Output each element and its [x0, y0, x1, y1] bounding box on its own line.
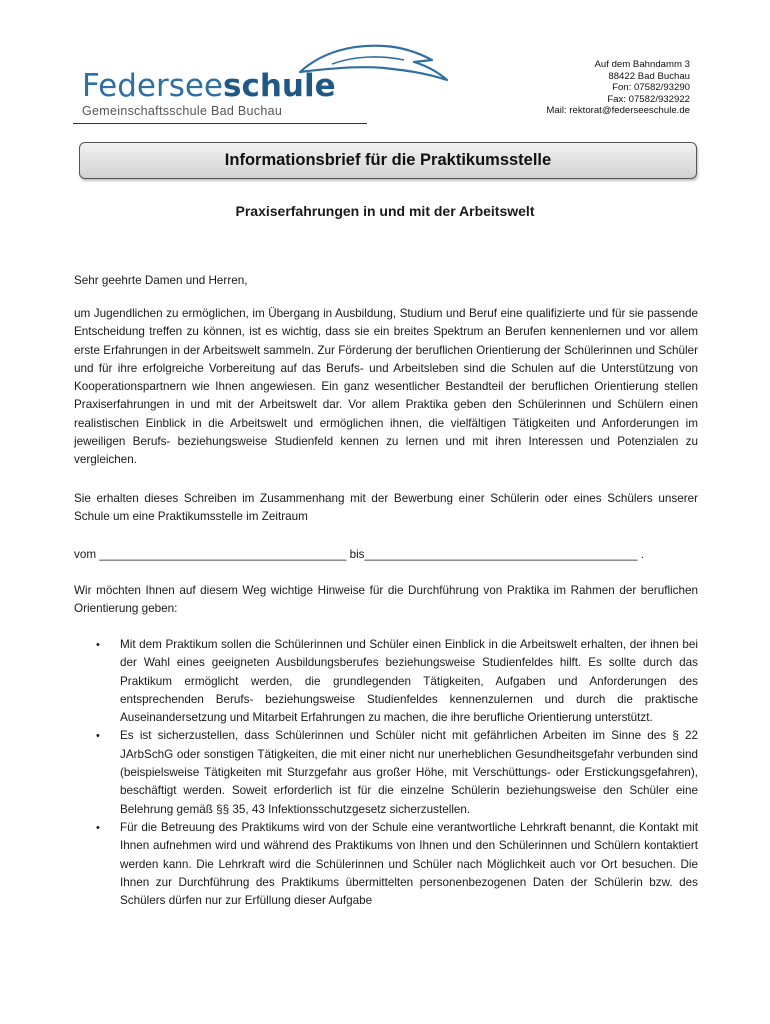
- school-subtitle: Gemeinschaftsschule Bad Buchau: [82, 104, 283, 118]
- bullet-icon: •: [96, 730, 100, 743]
- list-item: [74, 636, 698, 727]
- school-logo: [80, 42, 370, 126]
- school-address: [546, 59, 690, 117]
- document-subtitle: Praxiserfahrungen in und mit der Arbeitswelt: [235, 203, 535, 219]
- paragraph-intro: um Jugendlichen zu ermöglichen, im Übergang in Ausbildung, Studium und Beruf eine qualifizierte und für sie passende Entscheidung treffen zu können, ist es wichtig, dass sie ein breites Spektrum an Berufen kennenlernen und vor allem erste Erfahrungen in der Arbeitswelt sammeln. Zur Förderung der beruflichen Orientierung der Schülerinnen und Schüler und für ihre erfolgreiche Vorbereitung auf das Berufs- und Arbeitsleben sind die Schulen auf die Unterstützung von Kooperationspartnern wie Ihnen angewiesen. Ein ganz wesentlicher Bestandteil der beruflichen Orientierung stellen Praxiserfahrungen in und mit der Arbeitswelt dar. Vor allem Praktika geben den Schülerinnen und Schülern einen realistischen Einblick in die Arbeitswelt und ermöglichen ihnen, die vielfältigen Tätigkeiten und Anforderungen im jeweiligen Berufs- beziehungsweise Studienfeld kennen zu lernen und mit ihren Interessen und Potenzialen zu vergleichen.: [74, 307, 698, 467]
- address-mail: Mail: rektorat@federseeschule.de: [546, 105, 690, 116]
- list-item-text: Für die Betreuung des Praktikums wird von der Schule eine verantwortliche Lehrkraft benannt, die Kontakt mit Ihnen aufnehmen wird und während des Praktikums von Ihnen und den Schülerinnen und Schülern kontaktiert werden kann. Die Lehrkraft wird die Schülerinnen und Schüler nach Möglichkeit auch vor Ort besuchen. Die Ihnen zur Durchführung des Praktikums übermittelten personenbezogenen Daten der Schülerin bzw. des Schülers dürfen nur zur Erfüllung dieser Aufgabe: [120, 820, 698, 908]
- address-street: Auf dem Bahndamm 3: [594, 59, 690, 70]
- school-name-light: Federsee: [82, 68, 223, 104]
- salutation: Sehr geehrte Damen und Herren,: [74, 274, 248, 287]
- notes-list: [74, 636, 698, 910]
- bullet-icon: •: [96, 821, 100, 834]
- bullet-icon: •: [96, 639, 100, 651]
- list-item: [74, 727, 698, 818]
- date-range-line: vom ______________________________________ bis__________________________________________ .: [74, 548, 645, 561]
- school-name-bold: schule: [223, 68, 336, 104]
- paragraph-application: Sie erhalten dieses Schreiben im Zusammenhang mit der Bewerbung einer Schülerin oder eines Schülers unserer Schule um eine Praktikumsstelle im Zeitraum: [74, 492, 698, 524]
- list-item-text: Mit dem Praktikum sollen die Schülerinnen und Schüler einen Einblick in die Arbeitswelt erhalten, der ihnen bei der Wahl eines geeigneten Ausbildungsberufes beziehungsweise Studienfeldes hilft. Es sollte durch das Praktikum ermöglicht werden, die grundlegenden Tätigkeiten, Aufgaben und Anforderungen des entsprechenden Berufs- beziehungsweise Studienfeldes kennenzulernen und durch die praktische Auseinandersetzung und Mitarbeit Erfahrungen zu machen, die ihre berufliche Orientierung unterstützt.: [120, 638, 698, 725]
- school-name: [82, 68, 336, 104]
- list-item-text: Es ist sicherzustellen, dass Schülerinnen und Schüler nicht mit gefährlichen Arbeiten im Sinne des § 22 JArbSchG oder sonstigen Tätigkeiten, die mit einer nicht nur unerheblichen Gesundheitsgefahr verbunden sind (beispielsweise Tätigkeiten mit Sturzgefahr aus großer Höhe, mit Verschüttungs- oder Erstickungsgefahren), beschäftigt werden. Soweit erforderlich ist für die einzelne Schülerin beziehungsweise den Schüler eine Belehrung gemäß §§ 35, 43 Infektionsschutzgesetz sicherzustellen.: [120, 729, 698, 816]
- address-phone: Fon: 07582/93290: [612, 82, 690, 93]
- address-city: 88422 Bad Buchau: [608, 70, 690, 82]
- list-item: [74, 819, 698, 910]
- paragraph-notes: Wir möchten Ihnen auf diesem Weg wichtige Hinweise für die Durchführung von Praktika im Rahmen der beruflichen Orientierung geben:: [74, 584, 698, 616]
- header-divider: [73, 123, 367, 124]
- document-title: Informationsbrief für die Praktikumsstelle: [224, 151, 552, 169]
- title-box: [79, 142, 697, 179]
- address-fax: Fax: 07582/932922: [607, 93, 690, 105]
